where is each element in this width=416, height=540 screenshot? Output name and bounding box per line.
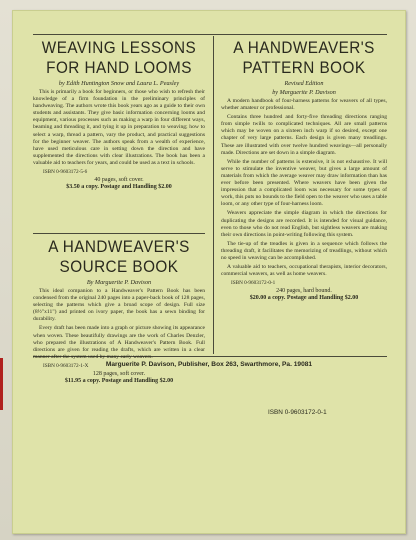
weaving-lessons-spec: 40 pages, soft cover. [94, 177, 144, 184]
source-book-price: $11.95 a copy. Postage and Handling $2.00 [64, 377, 174, 384]
pattern-book-para3: While the number of patterns is extensive, it is not exhaustive. It will serve to stimulate the inventive weaver, but gives a large amount of materials from which the average weaver may draw information than has ever before been presented. Where weavers have been given the impression that a complicated loom was necessary for some types of work, this puts no bounds to the field open to the weaver who uses a table loom, or any other type of four-harness loom. [221, 158, 387, 208]
pattern-book-para6: A valuable aid to teachers, occupational therapists, interior decorators, commercial weavers, as well as home weavers. [221, 264, 387, 278]
weaving-lessons-price: $3.50 a copy. Postage and Handling $2.00 [66, 184, 172, 191]
pattern-book-para5: The tie-up of the treadles is given in a sequence which follows the threading draft, it facilitates the memorizing of treadlings, without which no speed in weaving can be accomplished. [221, 240, 387, 261]
red-spine-edge [0, 358, 3, 410]
source-book-author: By Marguerite P. Davison [86, 279, 152, 286]
publisher-line: Marguerite P. Davison, Publisher, Box 263, Swarthmore, Pa. 19081 [105, 361, 313, 368]
pattern-book-title-line1: A HANDWEAVER'S [233, 38, 375, 57]
column-divider [213, 36, 214, 354]
pattern-book-price: $20.00 a copy. Postage and Handling $2.00 [249, 295, 359, 302]
weaving-lessons-title-line1: WEAVING LESSONS [41, 38, 197, 57]
pattern-book-isbn: ISBN 0-9603172-0-1 [231, 280, 276, 287]
pattern-book-section [221, 38, 387, 301]
pattern-book-edition: Revised Edition [284, 80, 324, 87]
weaving-lessons-authors: by Edith Huntington Snow and Laura L. Peasley [58, 80, 180, 87]
source-book-title-line2: SOURCE BOOK [59, 257, 179, 276]
weaving-lessons-section [33, 38, 205, 190]
back-cover-isbn: ISBN 0-9603172-0-1 [268, 409, 327, 416]
pattern-book-title-line2: PATTERN BOOK [242, 58, 366, 77]
weaving-lessons-isbn: ISBN 0-9603172-5-6 [43, 169, 88, 176]
source-book-isbn: ISBN 0-9603172-1-X [43, 362, 89, 369]
pattern-book-author: by Marguerite P. Davison [272, 89, 336, 96]
top-rule [33, 34, 387, 35]
source-book-spec: 128 pages, soft cover. [92, 370, 146, 377]
pattern-book-para2: Contains three hundred and forty-five threading directions ranging from simple twills to complicated techniques. All are small patterns which may be woven on a sixteen inch warp if so desired, except one chapter of very large patterns. Each design is given many treadlings. These are illustrated with over twelve hundred weavings—all personally made. Directions are set down in a simple diagram. [221, 114, 387, 156]
pattern-book-para1: A modern handbook of four-harness patterns for weavers of all types, whether amateur or professional. [221, 98, 387, 112]
weaving-lessons-title-line2: FOR HAND LOOMS [46, 58, 192, 77]
left-section-divider [33, 233, 205, 234]
source-book-title-line1: A HANDWEAVER'S [48, 237, 190, 256]
pattern-book-para4: Weavers appreciate the simple diagram in which the directions for duplicating the designs are recorded. It is intended for visual guidance, even to those who do not read English, but sightless weavers are making their own directions in point-writing following this system. [221, 210, 387, 238]
source-book-para2: Every draft has been made into a graph or picture showing its appearance when woven. These beautifully drawings are the work of Charles Denzler, who prepared the illustrations of A Handweaver's Pattern Book. Full directions are given for reading the drafts, which are written in a clear manner after the system used by many early weavers. [33, 325, 205, 360]
pattern-book-spec: 240 pages, hard bound. [276, 288, 332, 295]
source-book-para1: This ideal companion to a Handweaver's Pattern Book has been condensed from the original 240 pages into a paper-back book of 128 pages, selecting the patterns which give a broad scope of design. Full size (8½"x11") and printed on ivory paper, the book has a sewn binding for durability. [33, 288, 205, 323]
weaving-lessons-description: This is primarily a book for beginners, or those who wish to refresh their knowledge of a firm foundation in the preliminary principles of handweaving. The authors wrote this book years ago as a guide to their own students and assistants. They give basic information concerning looms and equipment, various processes such as making a warp in four different ways, beaming and threading it, and tying it up in preparation to weaving; how to select a warp, thread a pattern, vary the product, and practical suggestions for the beginner weaver. The authors speak from a wealth of experience, have used meticulous care in setting down the direction and have supplemented the directions with clear illustrations. The book has been a valuable aid to teachers for years, and could be used as a text in schools. [33, 89, 205, 166]
